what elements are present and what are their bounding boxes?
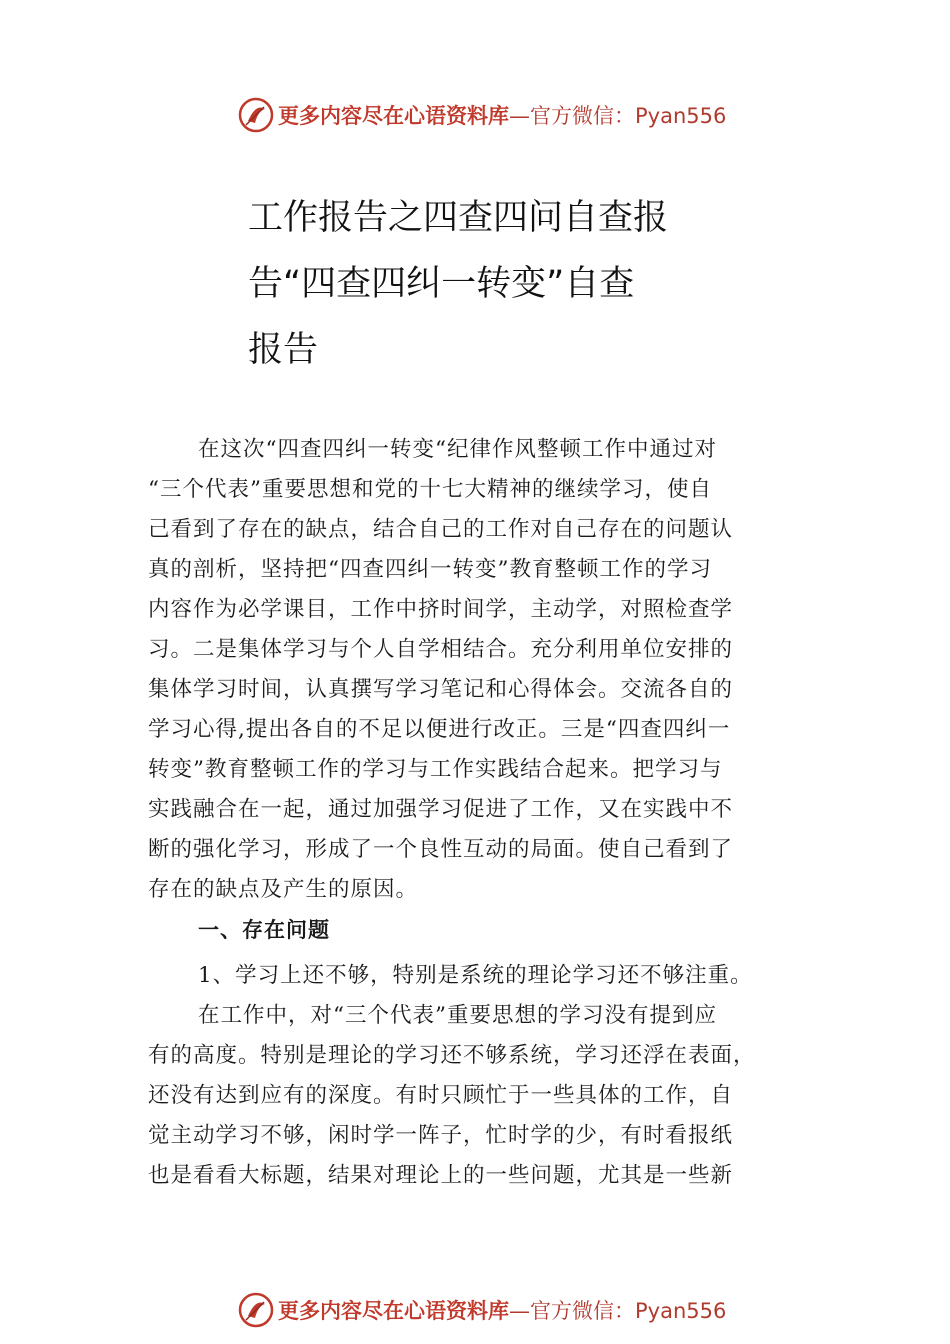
document-title [248, 185, 688, 383]
paragraph-line: 习。二是集体学习与个人自学相结合。充分利用单位安排的 [148, 637, 734, 662]
paragraph-line: 己看到了存在的缺点，结合自己的工作对自己存在的问题认 [148, 517, 734, 542]
paragraph-line: 学习心得,提出各自的不足以便进行改正。三是“四查四纠一 [148, 717, 731, 742]
section-heading: 一、存在问题 [198, 918, 330, 942]
brand-logo-icon [238, 1292, 274, 1328]
paragraph-line: 在工作中，对“三个代表”重要思想的学习没有提到应 [198, 1003, 717, 1028]
paragraph-line: 觉主动学习不够，闲时学一阵子，忙时学的少，有时看报纸 [148, 1123, 734, 1148]
title-line: 工作报告之四查四问自查报 [248, 198, 669, 238]
paragraph-line: 也是看看大标题，结果对理论上的一些问题，尤其是一些新 [148, 1163, 734, 1188]
paragraph-line: 真的剖析，坚持把“四查四纠一转变”教育整顿工作的学习 [148, 557, 712, 582]
footer-banner [238, 1290, 726, 1330]
paragraph-line: 存在的缺点及产生的原因。 [148, 877, 419, 902]
paragraph-line: 断的强化学习，形成了一个良性互动的局面。使自己看到了 [148, 837, 734, 862]
paragraph-line: 转变”教育整顿工作的学习与工作实践结合起来。把学习与 [148, 757, 723, 782]
banner-brand-text: 更多内容尽在心语资料库 [278, 103, 509, 128]
paragraph-line: 实践融合在一起，通过加强学习促进了工作，又在实践中不 [148, 797, 734, 822]
banner-wechat-text: —官方微信：Pyan556 [509, 1299, 727, 1323]
brand-logo-icon [238, 97, 274, 133]
paragraph-line: 集体学习时间，认真撰写学习笔记和心得体会。交流各自的 [148, 677, 734, 702]
paragraph-line: 还没有达到应有的深度。有时只顾忙于一些具体的工作，自 [148, 1083, 734, 1108]
paragraph-line: 内容作为必学课目，工作中挤时间学，主动学，对照检查学 [148, 597, 734, 622]
header-banner [238, 95, 726, 135]
paragraph-line: “三个代表”重要思想和党的十七大精神的继续学习，使自 [148, 477, 712, 502]
paragraph-line: 在这次“四查四纠一转变“纪律作风整顿工作中通过对 [198, 437, 717, 462]
title-line: 告“四查四纠一转变”自查 [248, 264, 635, 304]
paragraph-line: 有的高度。特别是理论的学习还不够系统，学习还浮在表面， [148, 1043, 756, 1068]
title-line: 报告 [248, 330, 319, 370]
item-line: 1、学习上还不够，特别是系统的理论学习还不够注重。 [198, 963, 753, 988]
banner-brand-text: 更多内容尽在心语资料库 [278, 1298, 509, 1323]
document-body [148, 430, 808, 1196]
banner-wechat-text: —官方微信：Pyan556 [509, 104, 727, 128]
